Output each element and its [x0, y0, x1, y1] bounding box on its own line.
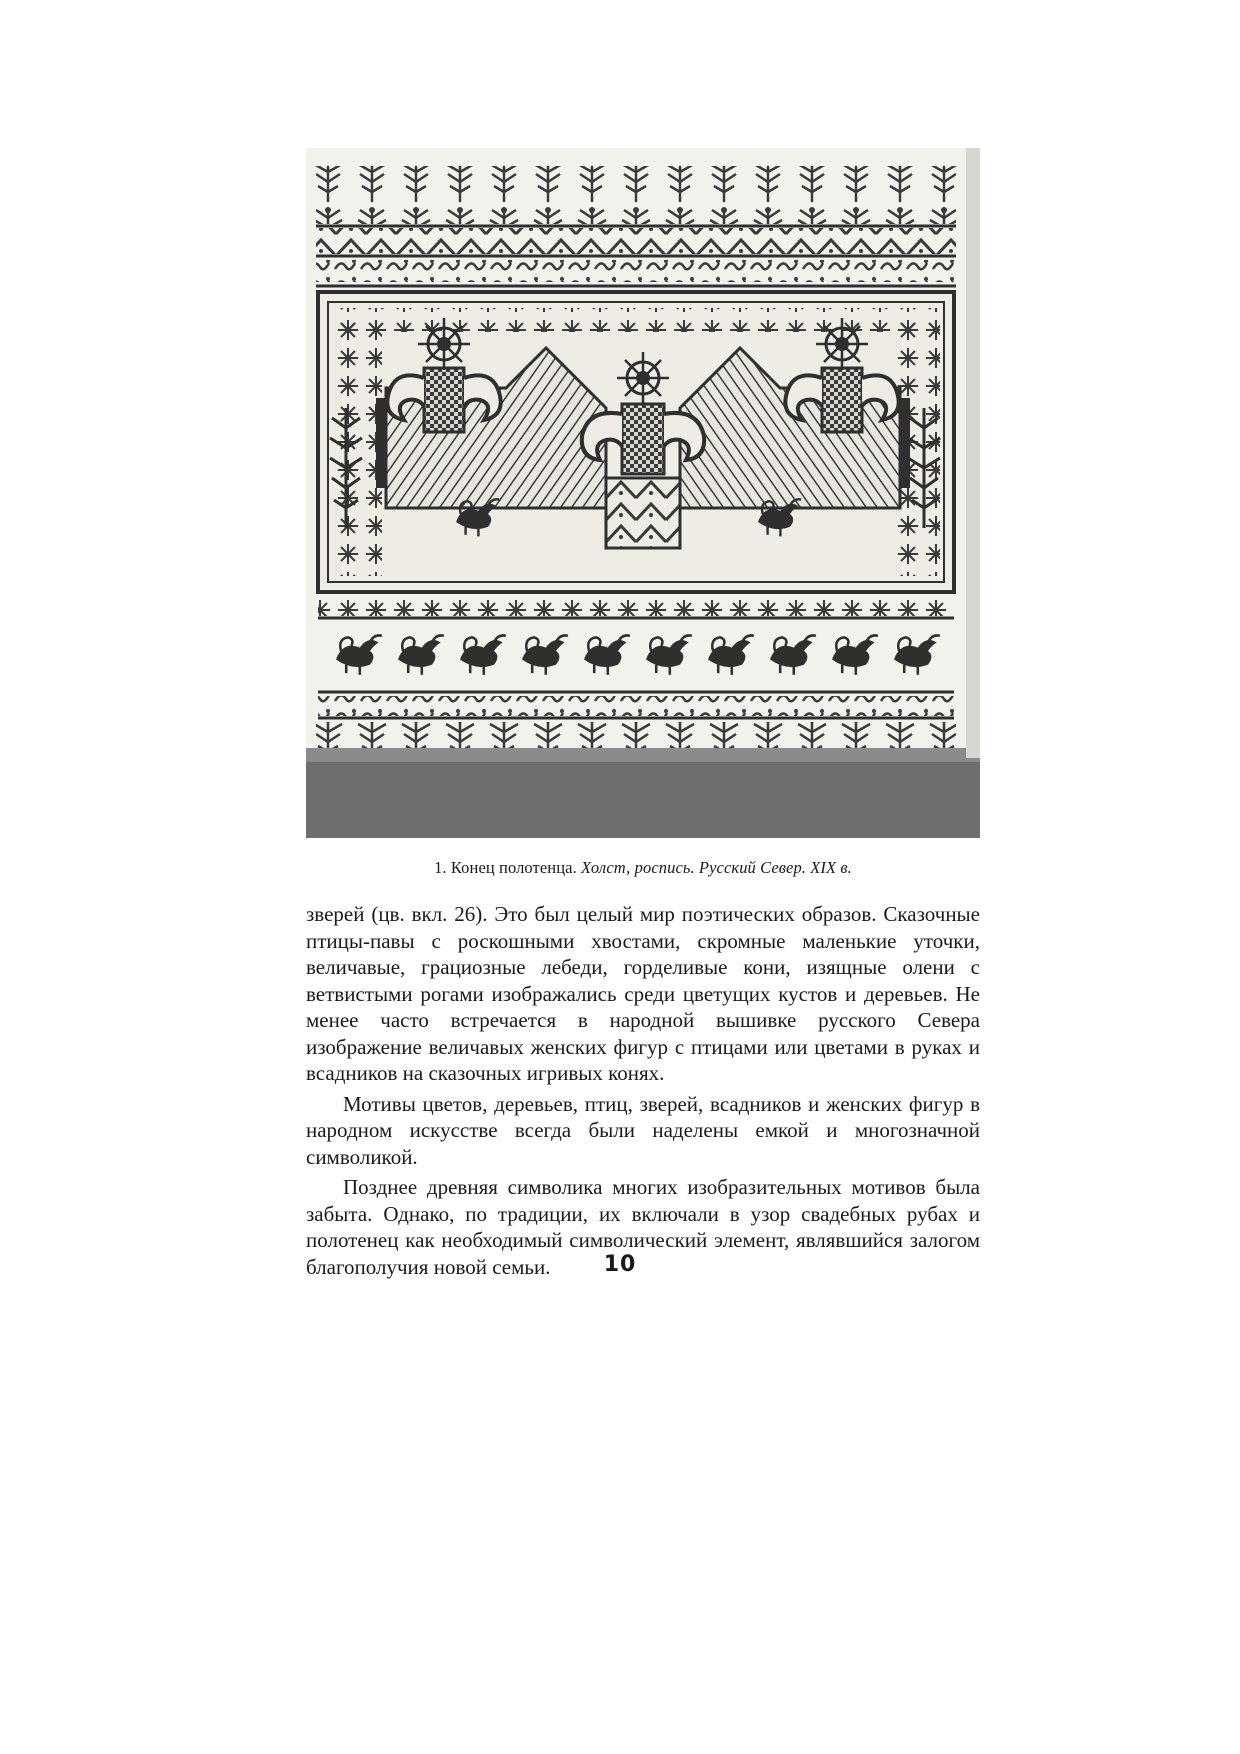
paragraph: зверей (цв. вкл. 26). Это был целый мир поэтических образов. Сказочные птицы-павы с роскошными хвостами, скромные маленькие уточки, величавые, грациозные лебеди, горделивые кони, изящные олени с ветвистыми рогами изображались среди цветущих кустов и деревьев. Не менее часто встречается в народной вышивке русского Севера изображение величавых женских фигур с птицами или цветами в руках и всадников на сказочных игривых конях.: [306, 902, 980, 1085]
body-text: [306, 901, 980, 1280]
paragraph: Позднее древняя символика многих изобразительных мотивов была забыта. Однако, по традиции, их включали в узор свадебных рубах и полотенец как необходимый символический элемент, являвшийся залогом благополучия новой семьи.: [306, 1175, 980, 1279]
caption-description: Холст, роспись. Русский Север. XIX в.: [581, 858, 852, 877]
figure-caption: [306, 858, 980, 878]
embroidered-towel-figure: [306, 148, 980, 838]
caption-number: 1. Конец полотенца.: [434, 858, 577, 877]
page-number: 10: [603, 1252, 637, 1277]
embroidered-towel-illustration: [306, 148, 980, 838]
paragraph: Мотивы цветов, деревьев, птиц, зверей, всадников и женских фигур в народном искусстве всегда были наделены емкой и многозначной символикой.: [306, 1091, 980, 1169]
